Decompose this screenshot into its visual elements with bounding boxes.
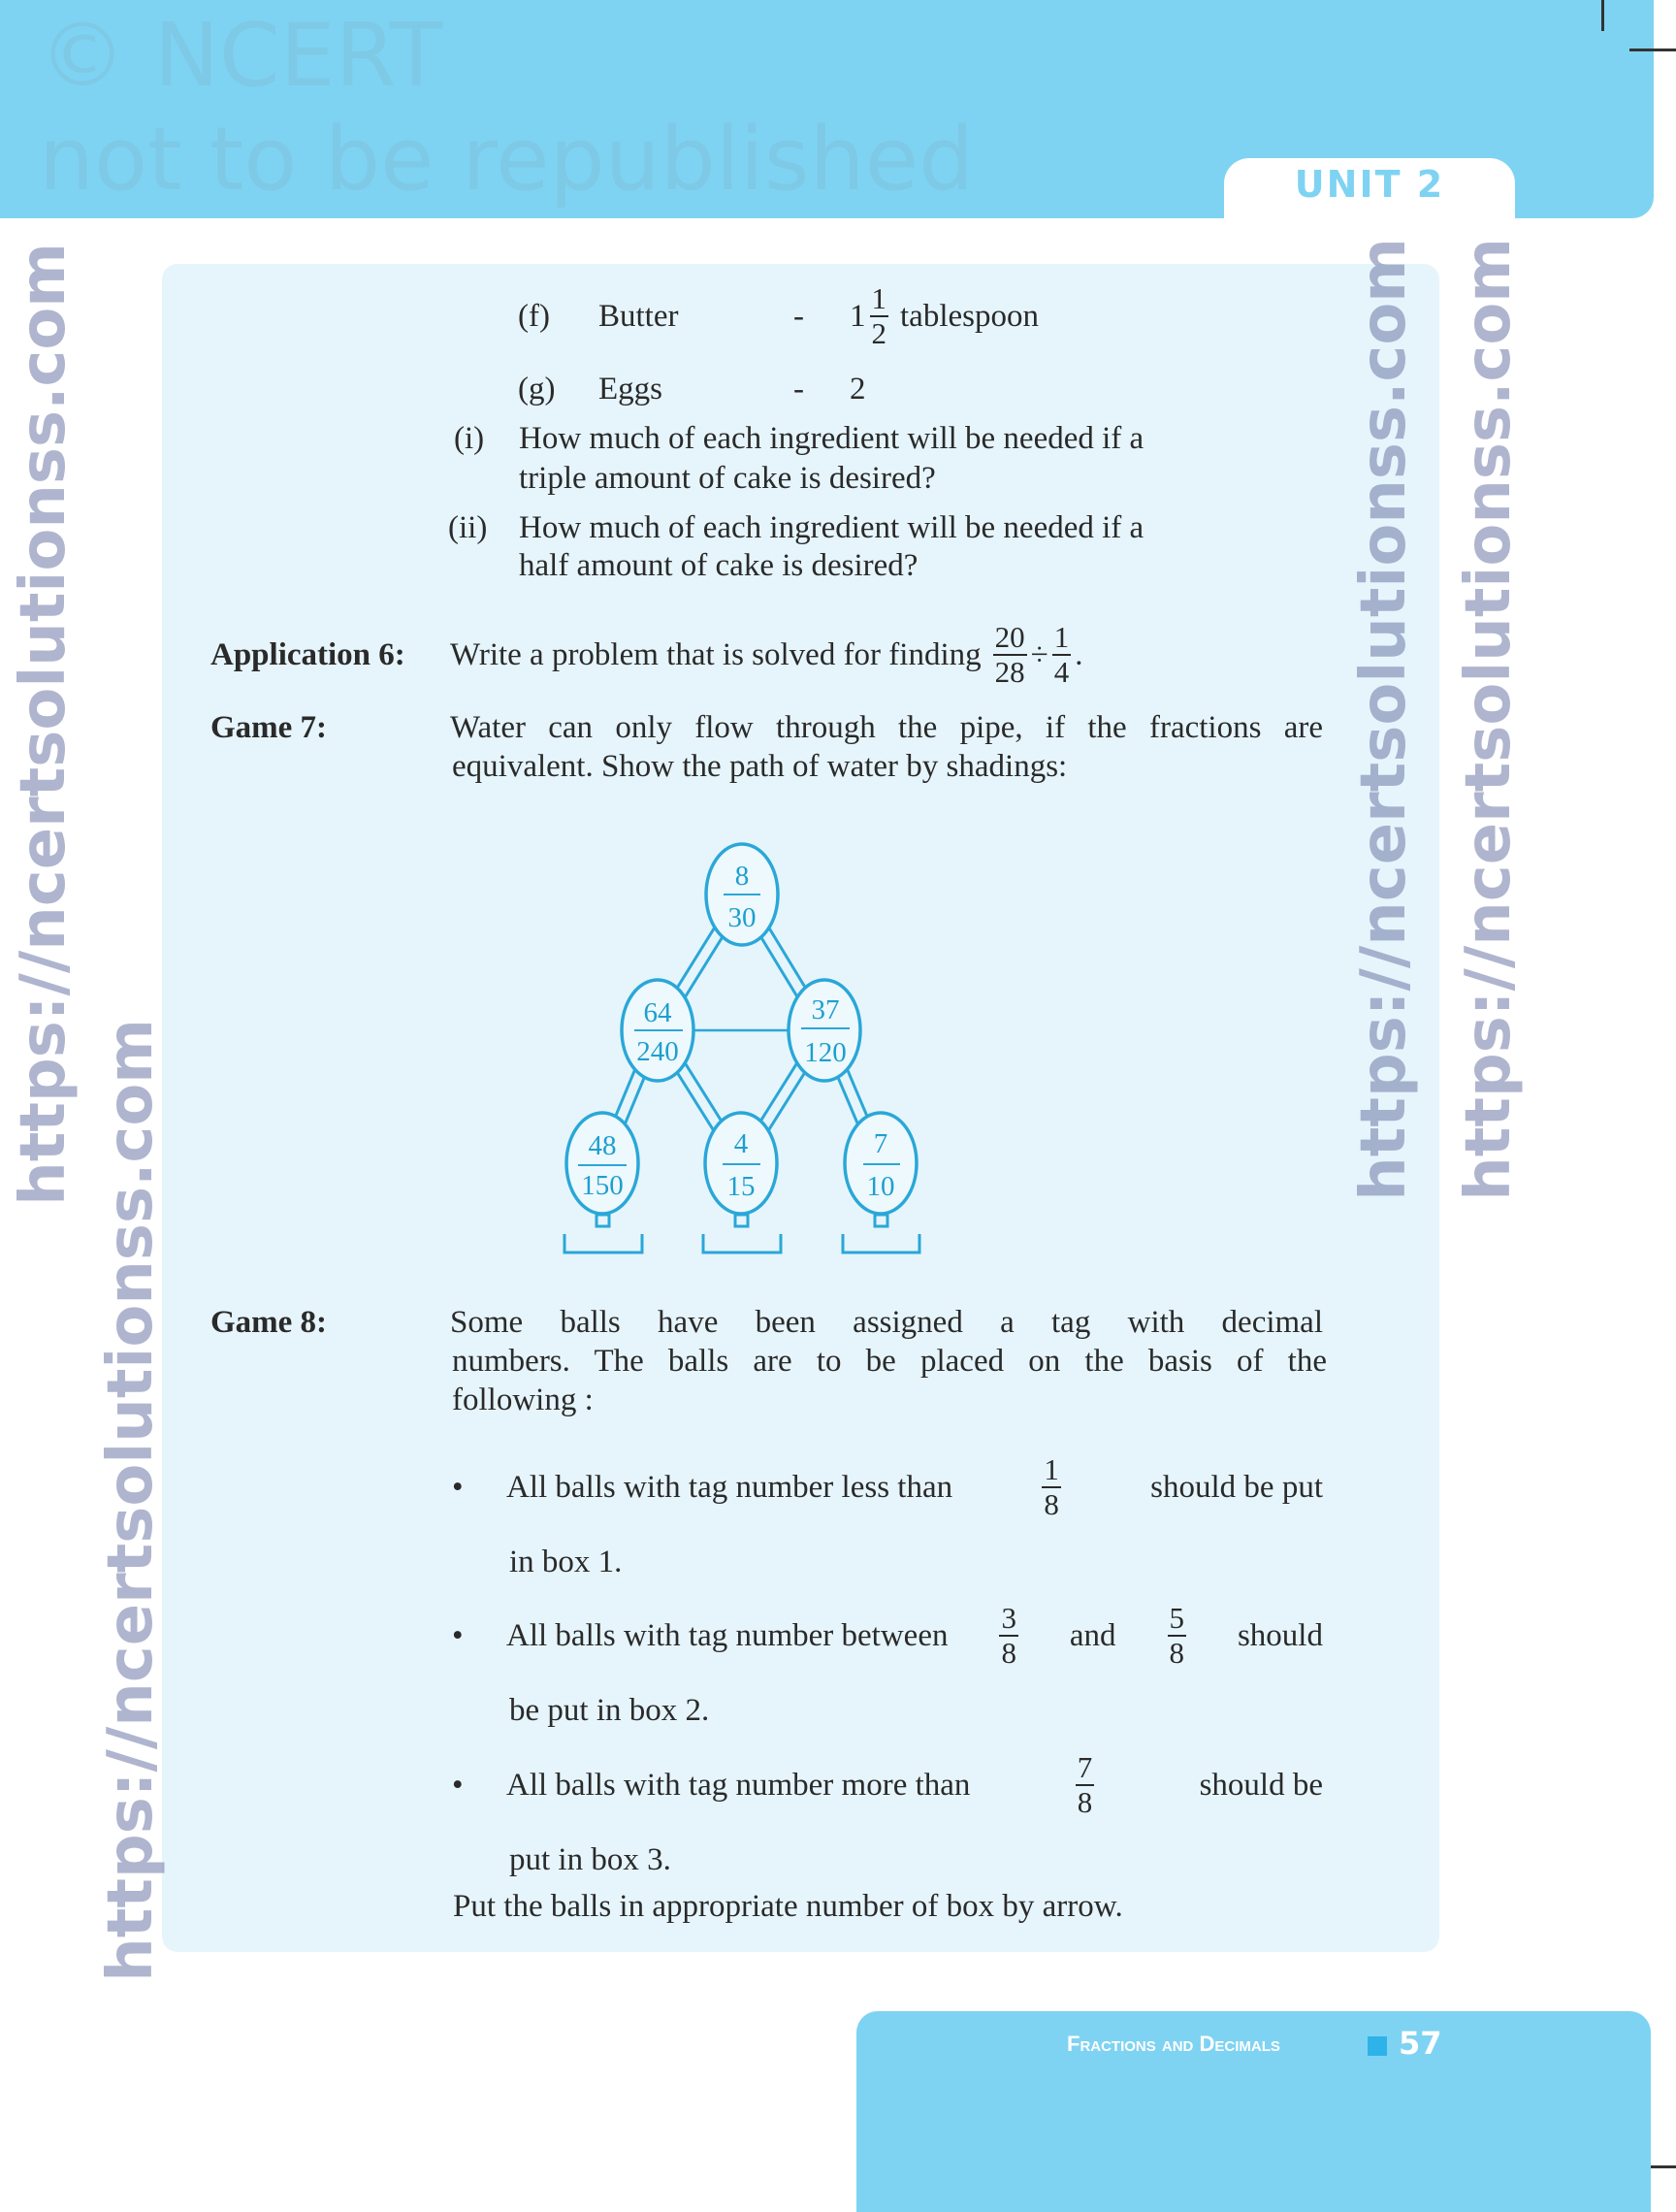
fraction xyxy=(1042,1453,1061,1521)
period: . xyxy=(1075,637,1083,672)
pipe-diagram xyxy=(543,815,951,1261)
game7-line: equivalent. Show the path of water by shadings: xyxy=(452,749,1068,784)
recipe-marker: (f) xyxy=(518,299,550,334)
bullet-text: All balls with tag number between xyxy=(506,1618,949,1653)
recipe-dash: - xyxy=(793,372,804,407)
bullet-continuation: put in box 3. xyxy=(509,1842,671,1877)
fraction xyxy=(993,621,1027,689)
crop-mark xyxy=(1601,0,1604,31)
node-denominator: 30 xyxy=(727,902,757,933)
numerator: 1 xyxy=(1044,1452,1059,1486)
game8-line: numbers. The balls are to be placed on the basis of the xyxy=(452,1344,1327,1379)
numerator: 1 xyxy=(1053,620,1070,654)
node-denominator: 15 xyxy=(726,1171,756,1202)
unit-label: UNIT 2 xyxy=(1294,163,1445,206)
watermark-notice: not to be republished xyxy=(39,109,975,211)
watermark-url: https://ncertsolutionss.com xyxy=(1348,238,1420,1201)
game8-label: Game 8: xyxy=(210,1305,328,1340)
node-numerator: 4 xyxy=(733,1128,749,1159)
application-text xyxy=(450,601,1083,709)
watermark-url: https://ncertsolutionss.com xyxy=(8,243,80,1206)
application-label: Application 6: xyxy=(210,637,405,672)
page-number: 57 xyxy=(1399,2025,1442,2062)
node-denominator: 150 xyxy=(581,1170,624,1201)
bullet-item xyxy=(506,1433,1323,1542)
outlets xyxy=(564,1215,919,1252)
recipe-marker: (g) xyxy=(518,372,556,407)
denominator: 8 xyxy=(1044,1487,1059,1521)
recipe-quantity xyxy=(850,281,1039,351)
node-numerator: 48 xyxy=(588,1130,617,1161)
numerator: 5 xyxy=(1169,1601,1184,1635)
question-line: half amount of cake is desired? xyxy=(519,548,919,583)
denominator: 4 xyxy=(1053,655,1070,689)
denominator: 28 xyxy=(994,655,1025,689)
node-numerator: 7 xyxy=(873,1128,888,1159)
denominator: 8 xyxy=(1077,1785,1093,1819)
fraction xyxy=(1168,1602,1187,1670)
bullet-continuation: be put in box 2. xyxy=(509,1693,710,1728)
numerator: 1 xyxy=(871,281,886,315)
node-denominator: 120 xyxy=(804,1037,847,1068)
recipe-quantity: 2 xyxy=(850,372,866,407)
fraction xyxy=(1076,1751,1095,1819)
bullet-text: should be xyxy=(1199,1768,1323,1803)
denominator: 2 xyxy=(871,316,886,350)
recipe-dash: - xyxy=(793,299,804,334)
crop-mark xyxy=(1629,49,1676,51)
game8-closing: Put the balls in appropriate number of box by arrow. xyxy=(453,1889,1123,1924)
node-numerator: 8 xyxy=(734,861,750,892)
recipe-unit: tablespoon xyxy=(900,299,1039,334)
bullet-text: should xyxy=(1237,1618,1323,1653)
game8-line: following : xyxy=(452,1382,594,1417)
fraction xyxy=(999,1602,1018,1670)
watermark-url: https://ncertsolutionss.com xyxy=(1453,238,1525,1201)
fraction xyxy=(870,282,889,350)
bullet-icon: • xyxy=(452,1470,464,1505)
bullet-icon: • xyxy=(452,1768,464,1803)
bullet-icon: • xyxy=(452,1618,464,1653)
node-numerator: 37 xyxy=(811,994,840,1025)
bullet-text: and xyxy=(1069,1618,1116,1653)
bullet-text: should be put xyxy=(1150,1470,1323,1505)
question-marker: (ii) xyxy=(448,510,488,545)
denominator: 8 xyxy=(1001,1636,1016,1670)
numerator: 7 xyxy=(1077,1750,1093,1784)
whole-number: 1 xyxy=(850,299,866,334)
bullet-item xyxy=(506,1581,1323,1690)
game7-label: Game 7: xyxy=(210,710,328,745)
bullet-text: All balls with tag number less than xyxy=(506,1470,953,1505)
application-prompt: Write a problem that is solved for finding xyxy=(450,637,982,672)
numerator: 20 xyxy=(994,620,1025,654)
footer-title: Fractions and Decimals xyxy=(1067,2032,1280,2056)
watermark-ncert: © NCERT xyxy=(39,5,443,107)
node-denominator: 10 xyxy=(866,1171,895,1202)
fraction xyxy=(1052,621,1072,689)
question-line: triple amount of cake is desired? xyxy=(519,461,936,496)
game7-line: Water can only flow through the pipe, if the fractions are xyxy=(450,710,1323,745)
bullet-item xyxy=(506,1731,1323,1839)
question-line: How much of each ingredient will be needed if a xyxy=(519,510,1144,545)
divide-sign: ÷ xyxy=(1030,637,1048,672)
watermark-url: https://ncertsolutionss.com xyxy=(95,1019,167,1982)
question-marker: (i) xyxy=(454,421,485,456)
denominator: 8 xyxy=(1169,1636,1184,1670)
footer-square-icon xyxy=(1368,2036,1387,2056)
question-line: How much of each ingredient will be needed if a xyxy=(519,421,1144,456)
bullet-continuation: in box 1. xyxy=(509,1545,623,1579)
numerator: 3 xyxy=(1001,1601,1016,1635)
bullet-text: All balls with tag number more than xyxy=(506,1768,971,1803)
game8-line: Some balls have been assigned a tag with decimal xyxy=(450,1305,1323,1340)
recipe-item: Eggs xyxy=(598,372,662,407)
node-numerator: 64 xyxy=(643,997,672,1028)
node-denominator: 240 xyxy=(636,1036,679,1067)
recipe-item: Butter xyxy=(598,299,679,334)
